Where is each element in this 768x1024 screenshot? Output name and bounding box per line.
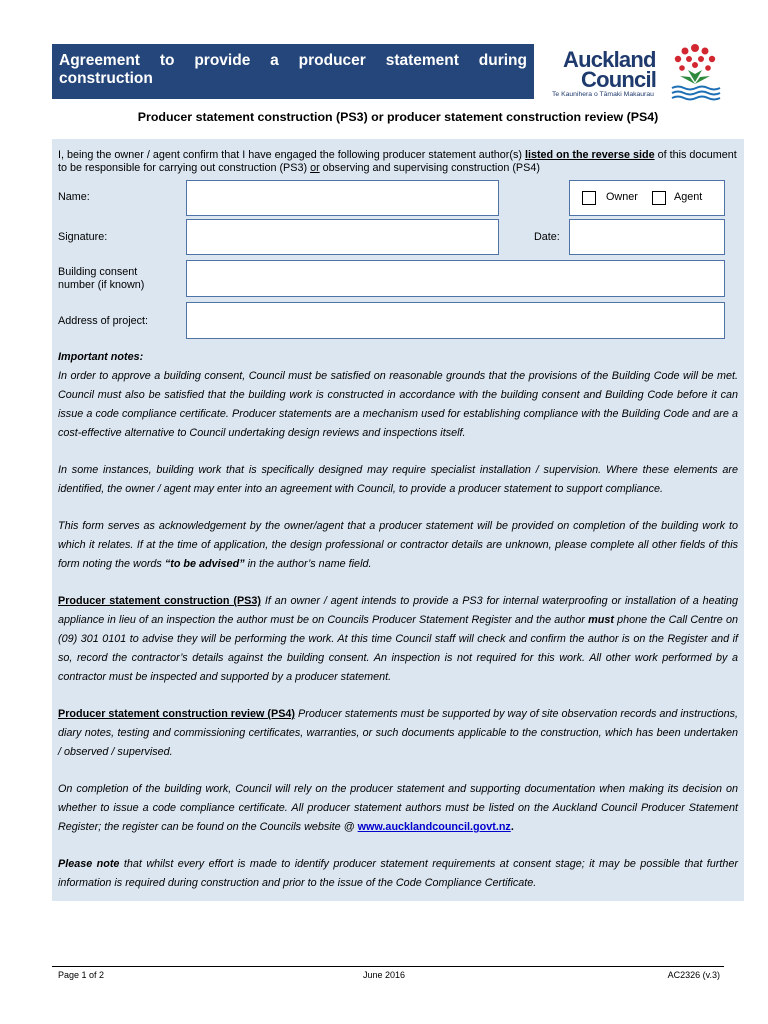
- notes-text: On completion of the building work, Council will rely on the producer statement and supporting documentation when making its decision on whether to issue a code compliance certificate. All producer statement authors must be listed on the Auckland Council Producer Statement Register; the register can be found on the Councils website @: [58, 783, 738, 833]
- intro-emphasis: listed on the reverse side: [524, 149, 655, 161]
- footer-date: June 2016: [363, 970, 406, 980]
- name-input[interactable]: [186, 180, 499, 216]
- title-word: producer: [298, 52, 366, 69]
- notes-paragraph-ps3: [58, 592, 738, 687]
- intro-text: of this document to be responsible for carrying out construction (PS3): [58, 149, 737, 174]
- intro-text: I, being the owner / agent confirm that I have engaged the following producer statement author(s): [58, 149, 525, 161]
- title-word: statement: [385, 52, 459, 69]
- logo-tagline: Te Kaunihera o Tāmaki Makaurau: [552, 91, 654, 98]
- agent-checkbox[interactable]: [652, 191, 666, 205]
- auckland-council-logo: [549, 40, 724, 102]
- title-word: a: [270, 52, 279, 69]
- address-input[interactable]: [186, 302, 725, 339]
- please-note-heading: Please note: [58, 858, 120, 870]
- form-subtitle: Producer statement construction (PS3) or producer statement construction review (PS4): [137, 110, 659, 124]
- ps4-heading: Producer statement construction review (PS4): [58, 708, 296, 720]
- notes-paragraph-ps4: [58, 705, 738, 762]
- intro-statement: [58, 149, 738, 175]
- notes-text: This form serves as acknowledgement by the owner/agent that a producer statement will be provided on completion of the building work to which it relates. If at the time of application, the design professional or contractor details are unknown, please complete all other fields of this form noting the words: [58, 520, 738, 570]
- intro-or: or: [310, 162, 320, 174]
- notes-text: in the author’s name field.: [244, 558, 372, 570]
- signature-label: Signature:: [58, 231, 108, 243]
- footer-form-code: AC2326 (v.3): [667, 970, 720, 980]
- logo-word-council: Council: [581, 67, 657, 92]
- consent-number-label: [58, 266, 144, 292]
- notes-paragraph: In some instances, building work that is specifically designed may require specialist installation / supervision. Where these elements are identified, the owner / agent may enter into an agreement with Council, to provide a producer statement to support compliance.: [58, 464, 738, 495]
- date-input[interactable]: [569, 219, 725, 255]
- notes-text: phone the Call Centre on (09) 301 0101 to advise they will be performing the work. At this time Council staff will check and confirm the author is on the Register and if so, record the contractor’s details against the building consent. An inspection is not required for this work. All other work performed by a contractor must be inspected and supported by a producer statement.: [58, 614, 739, 683]
- footer-divider: [52, 966, 724, 967]
- consent-number-input[interactable]: [186, 260, 725, 297]
- agent-label: Agent: [674, 191, 703, 203]
- form-title: [52, 44, 534, 99]
- notes-text: Producer statements must be supported by way of site observation records and instructions, diary notes, testing and commissioning certificates, warranties, or such documents applicable to the construction, which has been undertaken / observed / supervised.: [58, 708, 738, 758]
- notes-text: .: [510, 821, 514, 833]
- title-word: during: [478, 52, 527, 69]
- signature-input[interactable]: [186, 219, 499, 255]
- consent-label-line1: Building consent: [58, 266, 138, 278]
- notes-paragraph: In order to approve a building consent, Council must be satisfied on reasonable grounds that the provisions of the Building Code will be met. Council must also be satisfied that the building work is constructed in accordance with the building consent and Building Code before it can issue a code compliance certificate. Producer statements are a mechanism used for establishing compliance with the Building Code and are a cost-effective alternative to Council undertaking design reviews and inspections itself.: [58, 370, 738, 439]
- intro-text: observing and supervising construction (PS4): [319, 162, 540, 174]
- pohutukawa-flower-icon: [668, 42, 722, 102]
- owner-checkbox[interactable]: [582, 191, 596, 205]
- form-title-line2: construction: [59, 70, 153, 87]
- title-word: provide: [194, 52, 251, 69]
- notes-paragraph: [58, 517, 738, 574]
- owner-label: Owner: [606, 191, 638, 203]
- title-word: to: [159, 52, 175, 69]
- council-website-link[interactable]: www.aucklandcouncil.govt.nz: [357, 821, 511, 833]
- notes-text: If an owner / agent intends to provide a PS3 for internal waterproofing or installation of a heating appliance in lieu of an inspection the author must be on Councils Producer Statement Register and the author: [58, 595, 738, 626]
- logo-word-auckland: Auckland: [563, 47, 656, 72]
- important-notes: [58, 348, 738, 911]
- notes-heading: Important notes:: [58, 351, 144, 363]
- notes-text: that whilst every effort is made to identify producer statement requirements at consent stage; it may be possible that further information is required during construction and prior to the issue of the Code Compliance Certificate.: [58, 858, 738, 889]
- name-label: Name:: [58, 191, 90, 203]
- consent-label-line2: number (if known): [58, 279, 145, 291]
- date-label: Date:: [534, 231, 560, 243]
- title-word: Agreement: [59, 52, 140, 69]
- footer-page-number: Page 1 of 2: [58, 970, 105, 980]
- form-title-line1: [59, 52, 527, 70]
- address-label: Address of project:: [58, 315, 149, 327]
- notes-paragraph: [58, 780, 738, 837]
- notes-emphasis: “to be advised”: [164, 558, 245, 570]
- ps3-heading: Producer statement construction (PS3): [58, 595, 261, 607]
- notes-paragraph: [58, 855, 738, 893]
- notes-emphasis: must: [588, 614, 614, 626]
